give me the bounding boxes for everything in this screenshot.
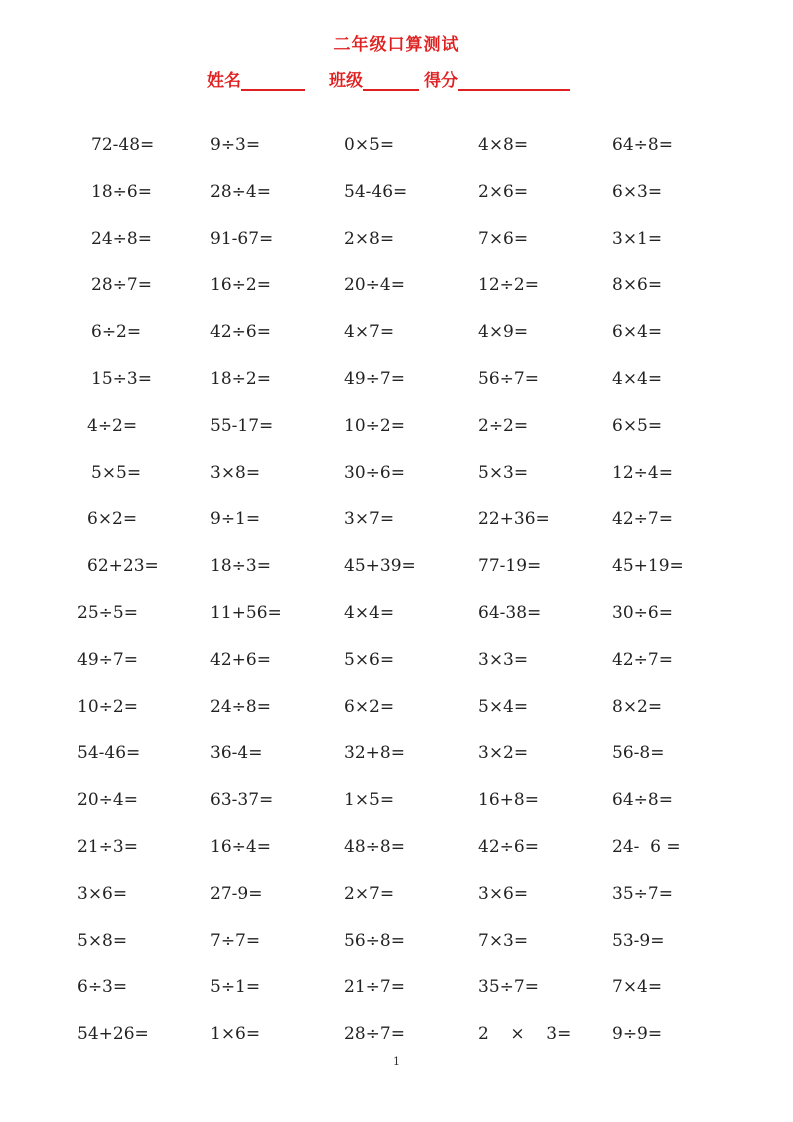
problem-item: 27-9= — [210, 883, 263, 904]
problem-item: 77-19= — [478, 556, 542, 577]
problem-item: 3×2= — [478, 743, 529, 764]
problem-row — [0, 546, 793, 593]
problem-row — [0, 453, 793, 500]
problem-item: 53-9= — [612, 930, 665, 951]
page-number: 1 — [393, 1055, 400, 1068]
name-label: 姓名 — [207, 71, 241, 91]
problem-item: 42÷6= — [478, 836, 539, 857]
problem-item: 7×3= — [478, 930, 529, 951]
problem-item: 5×5= — [91, 462, 142, 483]
problem-item: 36-4= — [210, 743, 263, 764]
problem-item: 45+39= — [344, 556, 416, 577]
problem-item: 21÷7= — [344, 977, 405, 998]
problem-item: 6÷3= — [77, 977, 128, 998]
problem-item: 2×7= — [344, 883, 395, 904]
problem-item: 6×4= — [612, 322, 663, 343]
score-field — [424, 66, 570, 91]
problem-item: 64÷8= — [612, 135, 673, 155]
problem-item: 2 × 3= — [478, 1024, 572, 1045]
problem-item: 4×4= — [612, 368, 663, 389]
problem-item: 72-48= — [91, 135, 155, 155]
problem-item: 6÷2= — [91, 322, 142, 343]
problem-item: 63-37= — [210, 790, 274, 811]
problem-item: 49÷7= — [77, 649, 138, 670]
problem-item: 4×4= — [344, 602, 395, 623]
problem-item: 6×2= — [344, 696, 395, 717]
problem-item: 5×6= — [344, 649, 395, 670]
problem-item: 5×8= — [77, 930, 128, 951]
problem-item: 55-17= — [210, 415, 274, 436]
problem-row — [0, 1014, 793, 1061]
problem-item: 16+8= — [478, 790, 539, 811]
problem-item: 24÷8= — [210, 696, 271, 717]
problem-item: 28÷7= — [91, 275, 152, 296]
problem-item: 7×4= — [612, 977, 663, 998]
problem-item: 5÷1= — [210, 977, 261, 998]
problem-item: 42÷6= — [210, 322, 271, 343]
problem-item: 9÷1= — [210, 509, 261, 530]
problem-item: 6×5= — [612, 415, 663, 436]
problem-item: 8×6= — [612, 275, 663, 296]
problem-item: 25÷5= — [77, 602, 138, 623]
problem-row — [0, 265, 793, 312]
problem-item: 20÷4= — [344, 275, 405, 296]
score-blank[interactable] — [458, 71, 570, 91]
problem-row — [0, 733, 793, 780]
problem-item: 45+19= — [612, 556, 684, 577]
problem-item: 16÷4= — [210, 836, 271, 857]
problem-item: 10÷2= — [77, 696, 138, 717]
problem-item: 16÷2= — [210, 275, 271, 296]
problem-item: 11+56= — [210, 602, 282, 623]
problem-item: 3×7= — [344, 509, 395, 530]
problem-item: 56-8= — [612, 743, 665, 764]
problem-item: 3×6= — [478, 883, 529, 904]
problem-item: 8×2= — [612, 696, 663, 717]
problem-item: 62+23= — [87, 556, 159, 577]
problem-row — [0, 125, 793, 172]
problem-row — [0, 499, 793, 546]
problem-item: 18÷6= — [91, 181, 152, 202]
problem-item: 2×6= — [478, 181, 529, 202]
problem-item: 64÷8= — [612, 790, 673, 811]
problem-row — [0, 874, 793, 921]
name-field — [207, 66, 305, 91]
problem-item: 56÷7= — [478, 368, 539, 389]
problem-item: 9÷9= — [612, 1024, 663, 1045]
problem-item: 28÷4= — [210, 181, 271, 202]
problem-item: 56÷8= — [344, 930, 405, 951]
problem-row — [0, 219, 793, 266]
problem-item: 54-46= — [344, 181, 408, 202]
problem-row — [0, 359, 793, 406]
problem-item: 4×8= — [478, 135, 529, 155]
problem-item: 35÷7= — [478, 977, 539, 998]
problem-item: 18÷2= — [210, 368, 271, 389]
class-label: 班级 — [329, 71, 363, 91]
problem-item: 3×3= — [478, 649, 529, 670]
problem-grid — [0, 125, 793, 1061]
problem-row — [0, 172, 793, 219]
problem-item: 1×5= — [344, 790, 395, 811]
problem-item: 4×9= — [478, 322, 529, 343]
problem-row — [0, 827, 793, 874]
problem-item: 42÷7= — [612, 509, 673, 530]
problem-item: 3×1= — [612, 228, 663, 249]
problem-item: 49÷7= — [344, 368, 405, 389]
problem-item: 30÷6= — [344, 462, 405, 483]
problem-item: 3×6= — [77, 883, 128, 904]
problem-item: 35÷7= — [612, 883, 673, 904]
problem-item: 0×5= — [344, 135, 395, 155]
problem-item: 42÷7= — [612, 649, 673, 670]
problem-row — [0, 967, 793, 1014]
problem-item: 21÷3= — [77, 836, 138, 857]
problem-item: 54-46= — [77, 743, 141, 764]
problem-row — [0, 640, 793, 687]
class-field — [329, 66, 419, 91]
problem-item: 2÷2= — [478, 415, 529, 436]
problem-item: 6×2= — [87, 509, 138, 530]
problem-item: 10÷2= — [344, 415, 405, 436]
problem-item: 4×7= — [344, 322, 395, 343]
problem-item: 24÷8= — [91, 228, 152, 249]
problem-item: 9÷3= — [210, 135, 261, 155]
page-title: 二年级口算测试 — [333, 35, 460, 55]
problem-item: 54+26= — [77, 1024, 149, 1045]
problem-item: 12÷2= — [478, 275, 539, 296]
problem-item: 64-38= — [478, 602, 542, 623]
problem-item: 7÷7= — [210, 930, 261, 951]
problem-item: 42+6= — [210, 649, 271, 670]
problem-item: 18÷3= — [210, 556, 271, 577]
problem-row — [0, 921, 793, 968]
problem-item: 1×6= — [210, 1024, 261, 1045]
problem-row — [0, 406, 793, 453]
problem-item: 4÷2= — [87, 415, 138, 436]
problem-row — [0, 593, 793, 640]
name-blank[interactable] — [241, 71, 305, 91]
problem-item: 6×3= — [612, 181, 663, 202]
problem-item: 28÷7= — [344, 1024, 405, 1045]
problem-item: 91-67= — [210, 228, 274, 249]
problem-item: 7×6= — [478, 228, 529, 249]
score-label: 得分 — [424, 71, 458, 91]
problem-row — [0, 780, 793, 827]
problem-item: 12÷4= — [612, 462, 673, 483]
problem-item: 30÷6= — [612, 602, 673, 623]
problem-item: 15÷3= — [91, 368, 152, 389]
class-blank[interactable] — [363, 71, 419, 91]
problem-item: 3×8= — [210, 462, 261, 483]
problem-item: 48÷8= — [344, 836, 405, 857]
problem-item: 24- 6 = — [612, 836, 681, 857]
problem-row — [0, 687, 793, 734]
problem-item: 32+8= — [344, 743, 405, 764]
problem-item: 22+36= — [478, 509, 550, 530]
problem-item: 5×3= — [478, 462, 529, 483]
problem-item: 5×4= — [478, 696, 529, 717]
problem-item: 2×8= — [344, 228, 395, 249]
problem-item: 20÷4= — [77, 790, 138, 811]
problem-row — [0, 312, 793, 359]
